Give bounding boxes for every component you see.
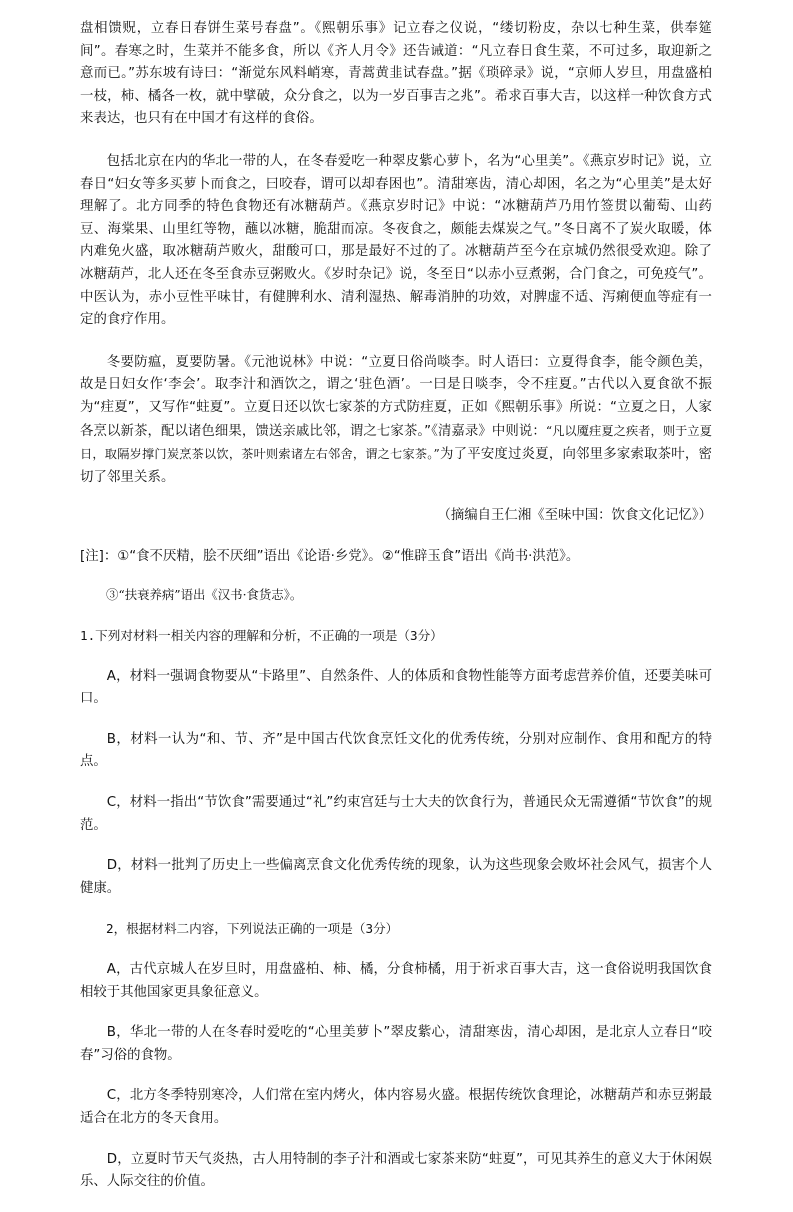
passage-paragraph-3 [80, 352, 712, 490]
question-1-stem: 1.下列对材料一相关内容的理解和分析，不正确的一项是（3分） [80, 628, 443, 644]
question-2-option-d: D，立夏时节天气炎热，古人用特制的李子汁和酒或七家茶来防“蛀夏”，可见其养生的意义大于休闲娱乐、人际交往的价值。 [80, 1151, 712, 1190]
paragraph-3-ending: 为了平安度过炎夏，向邻里多家索取茶叶，密切了邻里关系。 [80, 447, 712, 485]
annotation-note-1: [注]：①“食不厌精，脍不厌细”语出《论语·乡党》。②“惟辟玉食”语出《尚书·洪范》。 [80, 548, 580, 564]
paragraph-3-text: 冬要防瘟，夏要防暑。《元池说林》中说：“立夏日俗尚啖李。时人语曰：立夏得食李，能令颜色美，故是日妇女作‘李会’。取李汁和酒饮之，谓之‘驻色酒’。一曰是日啖李，令不疰夏。”古代以入夏食欲不振为“疰夏”，又写作“蛀夏”。立夏日还以饮七家茶的方式防疰夏，正如《熙朝乐事》所说：“立夏之日，人家各烹以新茶，配以诸色细果，馈送亲戚比邻，谓之七家茶。”《清嘉录》中则说： [80, 354, 712, 439]
exam-page [80, 18, 712, 1212]
question-1-option-a: A，材料一强调食物要从“卡路里”、自然条件、人的体质和食物性能等方面考虑营养价值，还要美味可口。 [80, 668, 712, 707]
question-2-option-a: A，古代京城人在岁旦时，用盘盛柏、柿、橘，分食柿橘，用于祈求百事大吉，这一食俗说明我国饮食相较于其他国家更具象征意义。 [80, 962, 712, 1000]
qingjialu-quote: “凡以魇疰夏之疾者，则于立夏日，取隔岁撑门炭烹茶以饮，茶叶则索诸左右邻舍，谓之七家茶。” [80, 423, 712, 462]
question-1-option-d: D，材料一批判了历史上一些偏离烹食文化优秀传统的现象，认为这些现象会败坏社会风气，损害个人健康。 [80, 858, 712, 896]
annotation-note-2: ③“扶衰养病”语出《汉书·食货志》。 [106, 587, 303, 603]
question-2-option-c: C，北方冬季特别寒冷，人们常在室内烤火，体内容易火盛。根据传统饮食理论，冰糖葫芦和赤豆粥最适合在北方的冬天食用。 [80, 1088, 712, 1126]
question-2-option-b: B，华北一带的人在冬春时爱吃的“心里美萝卜”翠皮紫心，清甜寒齿，清心却困，是北京人立春日“咬春”习俗的食物。 [80, 1025, 712, 1063]
question-1-option-b: B，材料一认为“和、节、齐”是中国古代饮食烹饪文化的优秀传统，分别对应制作、食用和配方的特点。 [80, 731, 712, 770]
passage-paragraph-1: 盘相馈贶，立春日春饼生菜号春盘”。《熙朝乐事》记立春之仪说，“缕切粉皮，杂以七种生菜，供奉筵间”。春寒之时，生菜并不能多食，所以《齐人月令》还告诫道：“凡立春日食生菜，不可过多，取迎新之意而已。”苏东坡有诗曰：“渐觉东风料峭寒，青蒿黄韭试春盘。”据《琐碎录》说，“京师人岁旦，用盘盛柏一枝，柿、橘各一枚，就中擘破，众分食之，以为一岁百事吉之兆”。希求百事大吉，以这样一种饮食方式来表达，也只有在中国才有这样的食俗。 [80, 21, 712, 127]
passage-paragraph-2: 包括北京在内的华北一带的人，在冬春爱吃一种翠皮紫心萝卜，名为“心里美”。《燕京岁时记》说，立春日“妇女等多买萝卜而食之，曰咬春，谓可以却春困也”。清甜寒齿，清心却困，名之为“心里美”是太好理解了。北方同季的特色食物还有冰糖葫芦。《燕京岁时记》中说：“冰糖葫芦乃用竹签贯以葡萄、山药豆、海棠果、山里红等物，蘸以冰糖，脆甜而凉。冬夜食之，颇能去煤炭之气。”冬日离不了炭火取暖，体内难免火盛，取冰糖葫芦败火，甜酸可口，那是最好不过的了。冰糖葫芦至今在京城仍然很受欢迎。除了冰糖葫芦，北人还在冬至食赤豆粥败火。《岁时杂记》说，冬至日“以赤小豆煮粥，合门食之，可免疫气”。中医认为，赤小豆性平味甘，有健脾利水、清利湿热、解毒消肿的功效，对脾虚不适、泻痢便血等症有一定的食疗作用。 [80, 153, 712, 328]
source-citation: （摘编自王仁湘《至味中国：饮食文化记忆》） [437, 508, 712, 524]
question-2-stem: 2，根据材料二内容，下列说法正确的一项是（3分） [106, 921, 399, 937]
question-1-option-c: C，材料一指出“节饮食”需要通过“礼”约束宫廷与士大夫的饮食行为，普通民众无需遵循“节饮食”的规范。 [80, 795, 712, 833]
